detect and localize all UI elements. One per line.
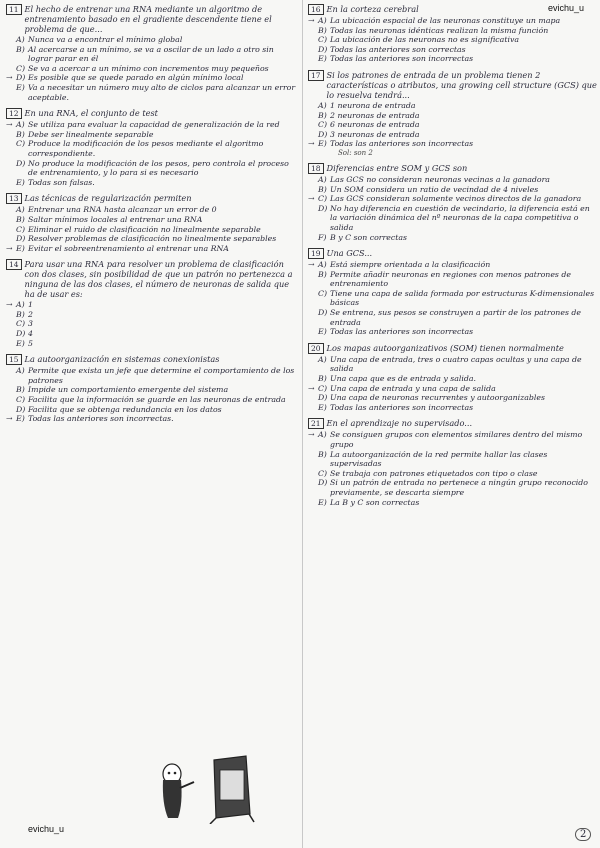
option (318, 35, 598, 45)
option-text: Las GCS consideran solamente vecinos directos de la ganadora (330, 194, 582, 204)
question-header (308, 248, 598, 259)
option-text: Todas las anteriores son incorrectas (330, 139, 474, 149)
option-text: 2 (28, 309, 33, 319)
sign-icon (210, 756, 254, 824)
option (16, 405, 296, 415)
option-text: Es posible que se quede parado en algún mínimo local (28, 73, 244, 83)
option-text: Va a necesitar un número muy alto de ciclos para alcanzar un error aceptable. (28, 82, 296, 102)
option-text: Al acercarse a un mínimo, se va a oscilar de un lado a otro sin lograr parar en él (28, 44, 274, 64)
question-header (6, 193, 296, 204)
question-header (6, 4, 296, 34)
option-letter: D) (318, 44, 328, 54)
option-text: Saltar mínimos locales al entrenar una RNA (28, 214, 203, 224)
option-text: Facilita que la información se guarde en las neuronas de entrada (28, 395, 286, 405)
option-text: La ubicación de las neuronas no es significativa (330, 35, 519, 45)
option-letter: D) (318, 308, 328, 318)
question-block (6, 4, 296, 102)
option-letter: E) (318, 327, 327, 337)
option-text: Todas las anteriores son incorrectas. (28, 414, 174, 424)
question-number: 13 (6, 193, 22, 204)
option-letter: → C) (318, 384, 330, 394)
option-text: La autoorganización de la red permite hallar las clases supervisadas (330, 449, 548, 469)
option-text: Evitar el sobreentrenamiento al entrenar una RNA (28, 243, 229, 253)
option (318, 175, 598, 185)
option-letter: B) (16, 309, 25, 319)
option-letter: C) (318, 288, 328, 298)
option (16, 205, 296, 215)
option-text: 4 (28, 329, 33, 339)
option-correct (16, 300, 296, 310)
option (16, 139, 296, 158)
option-text: Se consiguen grupos con elementos similares dentro del mismo grupo (330, 430, 583, 449)
handwritten-note: Sol: son 2 (338, 148, 373, 157)
option-correct (318, 384, 598, 394)
question-text: Los mapas autoorganizativos (SOM) tienen normalmente (326, 342, 564, 353)
question-header (6, 354, 296, 365)
option-letter: D) (16, 404, 26, 414)
option (318, 204, 598, 233)
option-text: 2 neuronas de entrada (330, 110, 420, 120)
option (16, 225, 296, 235)
option-text: Permite añadir neuronas en regiones con menos patrones de entrenamiento (330, 269, 572, 289)
option-letter: D) (318, 203, 328, 213)
option-text: Permite que exista un jefe que determine el comportamiento de los patrones (28, 366, 295, 385)
question-block (308, 248, 598, 337)
option (16, 130, 296, 140)
option-text: No hay diferencia en cuestión de vecindario, la diferencia está en la variación dinámica del nº neuronas de la capa competitiva o salida (330, 203, 590, 232)
column-divider (302, 0, 303, 848)
question-header (308, 343, 598, 354)
option-letter: A) (16, 205, 25, 215)
question-number: 19 (308, 248, 324, 259)
option (318, 54, 598, 64)
option-letter: D) (16, 158, 26, 168)
question-header (308, 418, 598, 429)
question-header (308, 4, 598, 15)
option-letter: → A) (318, 16, 330, 26)
option (318, 120, 598, 130)
option-text: Una capa que es de entrada y salida. (330, 374, 477, 384)
option-text: Nunca va a encontrar el mínimo global (28, 35, 183, 44)
option-text: Una capa de neuronas recurrentes y autoorganizables (330, 393, 546, 403)
option-text: 3 neuronas de entrada (330, 129, 420, 139)
option-letter: C) (16, 395, 26, 405)
option-letter: → E) (16, 244, 28, 254)
option-text: 1 neurona de entrada (330, 100, 416, 110)
question-text: En el aprendizaje no supervisado... (326, 418, 473, 429)
question-number: 21 (308, 418, 324, 429)
option-letter: B) (318, 374, 327, 384)
option-letter: E) (318, 54, 327, 64)
option-text: Todas las anteriores son incorrectas (330, 327, 474, 337)
option (16, 64, 296, 74)
option-letter: F) (318, 232, 327, 242)
option-letter: → C) (318, 194, 330, 204)
option-letter: D) (318, 129, 328, 139)
options-list (318, 16, 598, 64)
option-letter: B) (16, 44, 25, 54)
option-correct (16, 120, 296, 130)
option-letter: D) (318, 393, 328, 403)
option-text: Todas son falsas. (28, 177, 95, 187)
option-correct (16, 73, 296, 83)
option-text: Una capa de entrada, tres o cuatro capas ocultas y una capa de salida (330, 354, 582, 374)
option-correct (318, 16, 598, 26)
option-letter: B) (318, 449, 327, 459)
option (16, 215, 296, 225)
option (318, 469, 598, 479)
option-text: Una capa de entrada y una capa de salida (330, 383, 496, 393)
option (318, 185, 598, 195)
option-text: Se va a acercar a un mínimo con incrementos muy pequeños (28, 63, 269, 73)
option-letter: C) (16, 224, 26, 234)
option-letter: → A) (318, 260, 330, 270)
option-text: La B y C son correctas (330, 497, 420, 507)
option-text: Resolver problemas de clasificación no linealmente separables (28, 234, 277, 244)
question-text: Diferencias entre SOM y GCS son (326, 162, 468, 173)
option-letter: → E) (318, 139, 330, 149)
options-list (318, 101, 598, 149)
option (318, 498, 598, 508)
question-number: 12 (6, 108, 22, 119)
option (318, 374, 598, 384)
option (318, 478, 598, 497)
option-correct (318, 430, 598, 449)
options-list (318, 430, 598, 507)
option-letter: E) (318, 497, 327, 507)
figure-icon (163, 764, 194, 818)
question-number: 15 (6, 354, 22, 365)
question-header (308, 163, 598, 174)
option (16, 45, 296, 64)
option (318, 45, 598, 55)
question-text: La autoorganización en sistemas conexionistas (24, 354, 220, 365)
option-text: Impide un comportamiento emergente del sistema (28, 385, 229, 395)
option-letter: → A) (16, 300, 28, 310)
options-list (16, 120, 296, 187)
option-text: Las GCS no consideran neuronas vecinas a la ganadora (330, 174, 550, 184)
option (318, 270, 598, 289)
option-letter: B) (318, 25, 327, 35)
question-text: Si los patrones de entrada de un problema tienen 2 características o atributos, una growing cell structure (GCS) que lo resuelva tendrá... (326, 69, 597, 100)
question-text: Para usar una RNA para resolver un problema de clasificación con dos clases, sin posibilidad de que un patrón no pertenezca a ninguna de las dos clases, el número de neuronas de salida que ha de usar es: (24, 259, 293, 300)
option-text: Se utiliza para evaluar la capacidad de generalización de la red (28, 120, 280, 130)
options-list (16, 366, 296, 424)
option-correct (318, 194, 598, 204)
question-block (308, 163, 598, 242)
option-text: Se entrena, sus pesos se construyen a partir de los patrones de entrada (330, 308, 582, 327)
question-number: 20 (308, 343, 324, 354)
option-text: Produce la modificación de los pesos mediante el algoritmo correspondiente. (28, 139, 264, 158)
option (16, 234, 296, 244)
option-letter: C) (16, 319, 26, 329)
option (16, 385, 296, 395)
option-letter: B) (318, 184, 327, 194)
question-block (308, 4, 598, 64)
option-text: Todas las anteriores son incorrectas (330, 402, 474, 412)
options-list (16, 35, 296, 102)
option (16, 319, 296, 329)
option-correct (318, 260, 598, 270)
option-letter: → E) (16, 414, 28, 424)
question-block (308, 343, 598, 413)
options-list (318, 260, 598, 337)
option-letter: D) (16, 234, 26, 244)
right-column (308, 4, 598, 513)
option (16, 395, 296, 405)
option-text: Se trabaja con patrones etiquetados con tipo o clase (330, 468, 538, 478)
option (318, 289, 598, 308)
watermark-bottom: evichu_u (28, 824, 65, 834)
option-letter: C) (16, 139, 26, 149)
option (318, 393, 598, 403)
option-text: Facilita que se obtenga redundancia en los datos (28, 404, 222, 414)
option-letter: E) (16, 82, 25, 92)
option-letter: C) (16, 63, 26, 73)
question-text: En una RNA, el conjunto de test (24, 108, 158, 119)
options-list (16, 300, 296, 348)
option-text: Eliminar el ruido de clasificación no linealmente separable (28, 224, 261, 234)
option-letter: E) (16, 338, 25, 348)
option-text: Entrenar una RNA hasta alcanzar un error de 0 (28, 205, 217, 215)
option-text: La ubicación espacial de las neuronas constituye un mapa (330, 16, 561, 25)
option (318, 26, 598, 36)
question-block (6, 108, 296, 187)
option-letter: A) (16, 35, 25, 44)
question-text: En la corteza cerebral (326, 4, 419, 14)
question-text: Una GCS... (326, 248, 373, 259)
question-number: 11 (6, 4, 22, 15)
question-block (6, 259, 296, 348)
option-text: Si un patrón de entrada no pertenece a ningún grupo reconocido previamente, se descarta siempre (330, 478, 588, 497)
option (16, 310, 296, 320)
question-block (308, 418, 598, 507)
left-column (6, 4, 296, 430)
option-text: Tiene una capa de salida formada por estructuras K-dimensionales básicas (330, 288, 595, 308)
option-letter: A) (318, 354, 327, 364)
option-letter: C) (318, 468, 328, 478)
illustration-figure-sign (150, 744, 260, 824)
question-block (6, 354, 296, 424)
option-text: Todas las anteriores son correctas (330, 44, 466, 54)
option-letter: B) (16, 129, 25, 139)
option-text: Debe ser linealmente separable (28, 129, 154, 139)
option (318, 308, 598, 327)
options-list (16, 205, 296, 253)
question-block (308, 70, 598, 157)
option-correct (16, 244, 296, 254)
option-letter: A) (318, 174, 327, 184)
option (16, 339, 296, 349)
option-letter: → D) (16, 73, 28, 83)
option-letter: → A) (318, 430, 330, 449)
question-number: 14 (6, 259, 22, 270)
question-number: 18 (308, 163, 324, 174)
option-correct (318, 139, 598, 149)
option (16, 159, 296, 178)
option-letter: A) (318, 100, 327, 110)
option-letter: C) (318, 120, 328, 130)
question-block (6, 193, 296, 253)
question-text: El hecho de entrenar una RNA mediante un algoritmo de entrenamiento basado en el gradiente descendente tiene el problema de que... (24, 4, 272, 34)
question-text: Las técnicas de regularización permiten (24, 193, 192, 204)
option-correct (16, 414, 296, 424)
options-list (318, 355, 598, 413)
option-letter: B) (318, 269, 327, 279)
option (16, 329, 296, 339)
question-header (6, 259, 296, 299)
option-letter: E) (318, 402, 327, 412)
option-text: B y C son correctas (330, 232, 408, 242)
question-header (6, 108, 296, 119)
question-number: 16 (308, 4, 324, 15)
option (318, 130, 598, 140)
option-letter: A) (16, 366, 25, 376)
option-text: 3 (28, 319, 33, 329)
watermark-top: evichu_u (548, 3, 585, 13)
option-letter: D) (16, 329, 26, 339)
options-list (318, 175, 598, 242)
option-text: Está siempre orientada a la clasificación (330, 260, 491, 270)
option (16, 35, 296, 45)
option-letter: B) (318, 110, 327, 120)
option (16, 83, 296, 102)
option-text: Todas las anteriores son incorrectas (330, 54, 474, 64)
option-text: Todas las neuronas idénticas realizan la misma función (330, 25, 549, 35)
question-header (308, 70, 598, 100)
option (318, 327, 598, 337)
option (318, 450, 598, 469)
option-letter: C) (318, 35, 328, 45)
option-letter: D) (318, 478, 328, 488)
option (16, 178, 296, 188)
option-letter: B) (16, 385, 25, 395)
option-text: 5 (28, 338, 33, 348)
option-text: Un SOM considera un ratio de vecindad de 4 niveles (330, 184, 539, 194)
option (318, 233, 598, 243)
option (16, 366, 296, 385)
option-text: No produce la modificación de los pesos, pero controla el proceso de entrenamiento, y lo para si es necesario (28, 158, 289, 178)
option-letter: B) (16, 214, 25, 224)
option (318, 403, 598, 413)
page-number: 2 (575, 828, 591, 841)
option-letter: → A) (16, 120, 28, 130)
option (318, 355, 598, 374)
option (318, 111, 598, 121)
option-letter: E) (16, 177, 25, 187)
option-text: 6 neuronas de entrada (330, 120, 420, 130)
option-text: 1 (28, 300, 33, 310)
option (318, 101, 598, 111)
question-number: 17 (308, 70, 324, 81)
